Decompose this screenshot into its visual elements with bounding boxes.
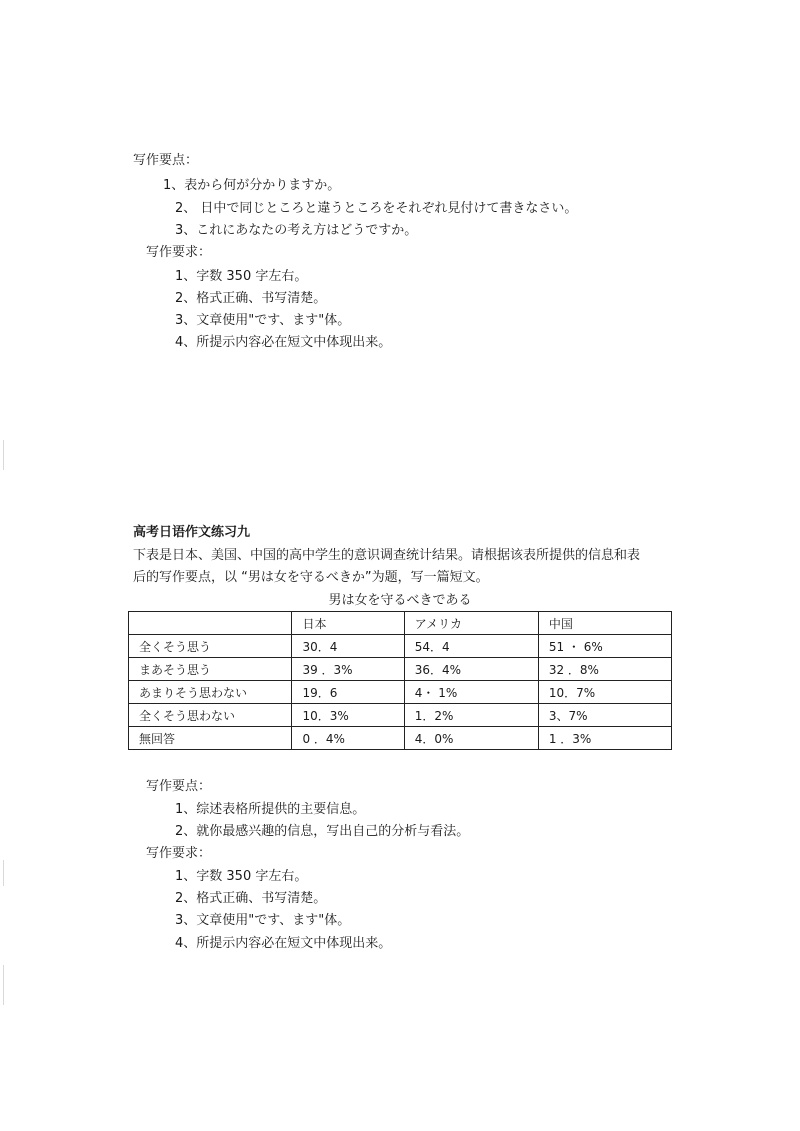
section1-requirement-4: 4、所提示内容必在短文中体现出来。 — [175, 335, 392, 350]
table-cell: 4．0% — [404, 727, 538, 750]
table-header-cell: 中国 — [538, 612, 671, 635]
section1-requirement-1: 1、字数 350 字左右。 — [175, 269, 308, 284]
section2-intro-line-2: 后的写作要点，以 “男は女を守るべきか”为题，写一篇短文。 — [133, 570, 489, 585]
table-cell: 3、7% — [538, 704, 671, 727]
table-cell: 30．4 — [292, 635, 404, 658]
table-cell: 1．2% — [404, 704, 538, 727]
section2-requirement-3: 3、文章使用"です、ます"体。 — [175, 913, 351, 928]
table-cell: まあそう思う — [129, 658, 292, 681]
section1-point-1: 1、表から何が分かりますか。 — [163, 178, 341, 193]
table-cell: 4・ 1% — [404, 681, 538, 704]
table-row — [129, 681, 672, 704]
section2-point-1: 1、综述表格所提供的主要信息。 — [175, 802, 366, 817]
table-cell: 54．4 — [404, 635, 538, 658]
table-cell: 0 ．4% — [292, 727, 404, 750]
table-header-cell: アメリカ — [404, 612, 538, 635]
section2-requirement-1: 1、字数 350 字左右。 — [175, 869, 308, 884]
table-cell: 全くそう思う — [129, 635, 292, 658]
table-cell: 32 ．8% — [538, 658, 671, 681]
scan-edge-mark — [3, 440, 4, 470]
table-row — [129, 727, 672, 750]
table-cell: 19．6 — [292, 681, 404, 704]
survey-table — [128, 611, 672, 750]
section2-point-2: 2、就你最感兴趣的信息，写出自己的分析与看法。 — [175, 824, 470, 839]
table-cell: 51 ・ 6% — [538, 635, 671, 658]
section1-requirement-2: 2、格式正确、书写清楚。 — [175, 291, 327, 306]
section1-requirement-3: 3、文章使用"です、ます"体。 — [175, 313, 351, 328]
table-cell: 全くそう思わない — [129, 704, 292, 727]
section2-points-heading: 写作要点： — [146, 779, 212, 794]
section2-requirements-heading: 写作要求： — [146, 846, 212, 861]
table-header-cell — [129, 612, 292, 635]
table-cell: 10．7% — [538, 681, 671, 704]
table-cell: 39 ．3% — [292, 658, 404, 681]
table-row — [129, 635, 672, 658]
section2-title: 高考日语作文练习九 — [133, 525, 251, 540]
table-cell: 10．3% — [292, 704, 404, 727]
section1-point-3: 3、これにあなたの考え方はどうですか。 — [175, 223, 418, 238]
section1-requirements-heading: 写作要求： — [146, 245, 212, 260]
section1-points-heading: 写作要点： — [133, 153, 199, 168]
table-cell: 1 ．3% — [538, 727, 671, 750]
section1-point-2: 2、 日中で同じところと違うところをそれぞれ見付けて書きなさい。 — [175, 201, 578, 216]
table-header-row — [129, 612, 672, 635]
scan-edge-mark — [3, 965, 4, 1005]
table-caption: 男は女を守るべきである — [328, 593, 472, 608]
table-cell: 36．4% — [404, 658, 538, 681]
table-cell: 無回答 — [129, 727, 292, 750]
table-row — [129, 704, 672, 727]
section2-requirement-4: 4、所提示内容必在短文中体现出来。 — [175, 936, 392, 951]
table-cell: あまりそう思わない — [129, 681, 292, 704]
scan-edge-mark — [3, 860, 4, 886]
table-row — [129, 658, 672, 681]
section2-intro-line-1: 下表是日本、美国、中国的高中学生的意识调查统计结果。请根据该表所提供的信息和表 — [133, 548, 641, 563]
table-header-cell: 日本 — [292, 612, 404, 635]
section2-requirement-2: 2、格式正确、书写清楚。 — [175, 891, 327, 906]
